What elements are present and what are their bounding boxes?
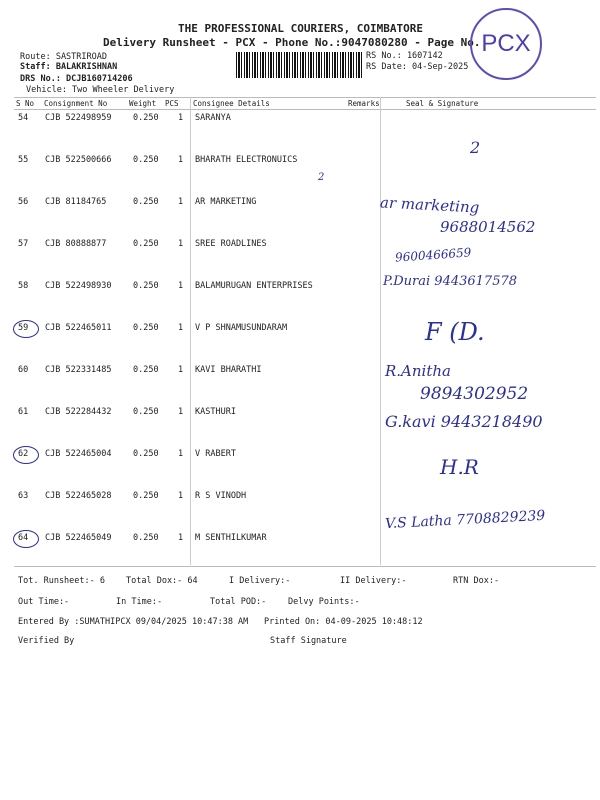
cell-wt: 0.250 [133,365,159,375]
col-weight: Weight [129,99,157,108]
cell-wt: 0.250 [133,407,159,417]
cell-name: M SENTHILKUMAR [195,533,267,543]
i-delivery: I Delivery:- [229,576,291,586]
cell-sno: 59 [18,323,29,333]
cell-sno: 60 [18,365,29,375]
col-seal: Seal & Signature [406,99,479,108]
cell-name: KAVI BHARATHI [195,365,262,375]
cell-cn: CJB 80888877 [45,239,107,249]
handwritten-note: 9600466659 [394,245,472,265]
in-time: In Time:- [116,597,163,607]
rs-date: RS Date: 04-Sep-2025 [366,62,469,72]
cell-wt: 0.250 [133,533,159,543]
barcode [236,52,364,78]
cell-name: R S VINODH [195,491,247,501]
cell-sno: 62 [18,449,29,459]
cell-cn: CJB 522465004 [45,449,112,459]
vehicle: Vehicle: Two Wheeler Delivery [26,85,175,95]
staff: Staff: BALAKRISHNAN [20,62,118,72]
cell-pcs: 1 [178,365,184,375]
cell-pcs: 1 [178,239,184,249]
total-pod: Total POD:- [210,597,267,607]
circle-mark [13,530,39,548]
cell-pcs: 1 [178,407,184,417]
cell-pcs: 1 [178,491,184,501]
cell-name: BHARATH ELECTRONUICS [195,155,298,165]
drs-number: DRS No.: DCJB160714206 [20,74,133,84]
col-consignment: Consignment No [44,99,108,108]
cell-name: V RABERT [195,449,236,459]
cell-pcs: 1 [178,197,184,207]
cell-wt: 0.250 [133,491,159,501]
cell-pcs: 1 [178,155,184,165]
rtn-dox: RTN Dox:- [453,576,500,586]
rs-number: RS No.: 1607142 [366,51,443,61]
col-remarks: Remarks [348,99,380,108]
cell-wt: 0.250 [133,281,159,291]
cell-wt: 0.250 [133,239,159,249]
cell-cn: CJB 522498959 [45,113,112,123]
cell-cn: CJB 522465028 [45,491,112,501]
cell-sno: 58 [18,281,29,291]
delvy-points: Delvy Points:- [288,597,360,607]
cell-sno: 63 [18,491,29,501]
circle-mark [13,446,39,464]
cell-sno: 55 [18,155,29,165]
divider [380,97,381,565]
verified-by: Verified By [18,636,75,646]
handwritten-signature: H.R [440,455,479,479]
cell-name: SARANYA [195,113,231,123]
cell-sno: 61 [18,407,29,417]
cell-sno: 56 [18,197,29,207]
col-pcs: PCS [165,99,179,108]
handwritten-signature: 2 [470,138,481,157]
cell-pcs: 1 [178,281,184,291]
cell-name: AR MARKETING [195,197,257,207]
cell-cn: CJB 522500666 [45,155,112,165]
cell-name: V P SHNAMUSUNDARAM [195,323,288,333]
cell-name: SREE ROADLINES [195,239,267,249]
cell-cn: CJB 81184765 [45,197,107,207]
route: Route: SASTRIROAD [20,52,107,62]
cell-wt: 0.250 [133,197,159,207]
handwritten-note: V.S Latha 7708829239 [384,507,546,533]
stamp-text: PCX [481,30,531,57]
cell-wt: 0.250 [133,323,159,333]
ii-delivery: II Delivery:- [340,576,407,586]
cell-cn: CJB 522498930 [45,281,112,291]
cell-wt: 0.250 [133,113,159,123]
cell-name: BALAMURUGAN ENTERPRISES [195,281,313,291]
cell-name: KASTHURI [195,407,236,417]
handwritten-note: ar marketing [379,193,480,217]
cell-sno: 57 [18,239,29,249]
handwritten-note: R.Anitha [385,362,451,380]
handwritten-note: 9894302952 [420,384,529,404]
col-sno: S No [16,99,35,108]
cell-wt: 0.250 [133,155,159,165]
staff-signature: Staff Signature [270,636,347,646]
cell-pcs: 1 [178,323,184,333]
cell-pcs: 1 [178,533,184,543]
cell-cn: CJB 522465049 [45,533,112,543]
total-dox: Total Dox:- 64 [126,576,198,586]
col-consignee: Consignee Details [193,99,270,108]
cell-cn: CJB 522331485 [45,365,112,375]
divider [14,109,596,110]
handwritten-signature: F (D. [425,318,485,346]
divider [190,97,191,565]
divider [14,97,596,98]
handwritten-note: G.kavi 9443218490 [385,412,543,431]
divider [14,566,596,567]
handwritten-note: 9688014562 [440,218,536,236]
cell-sno: 64 [18,533,29,543]
handwritten-note: P.Durai 9443617578 [383,274,518,289]
cell-cn: CJB 522284432 [45,407,112,417]
company-title: THE PROFESSIONAL COURIERS, COIMBATORE [178,22,424,35]
tot-runsheet: Tot. Runsheet:- 6 [18,576,105,586]
cell-cn: CJB 522465011 [45,323,112,333]
circle-mark [13,320,39,338]
entered-by: Entered By :SUMATHIPCX 09/04/2025 10:47:38 AM [18,617,249,627]
cell-pcs: 1 [178,113,184,123]
handwritten-note: 2 [318,172,325,183]
runsheet-subtitle: Delivery Runsheet - PCX - Phone No.:9047080280 - Page No. [103,36,481,49]
printed-on: Printed On: 04-09-2025 10:48:12 [264,617,423,627]
pcx-stamp [470,8,542,80]
cell-pcs: 1 [178,449,184,459]
cell-wt: 0.250 [133,449,159,459]
out-time: Out Time:- [18,597,70,607]
cell-sno: 54 [18,113,29,123]
